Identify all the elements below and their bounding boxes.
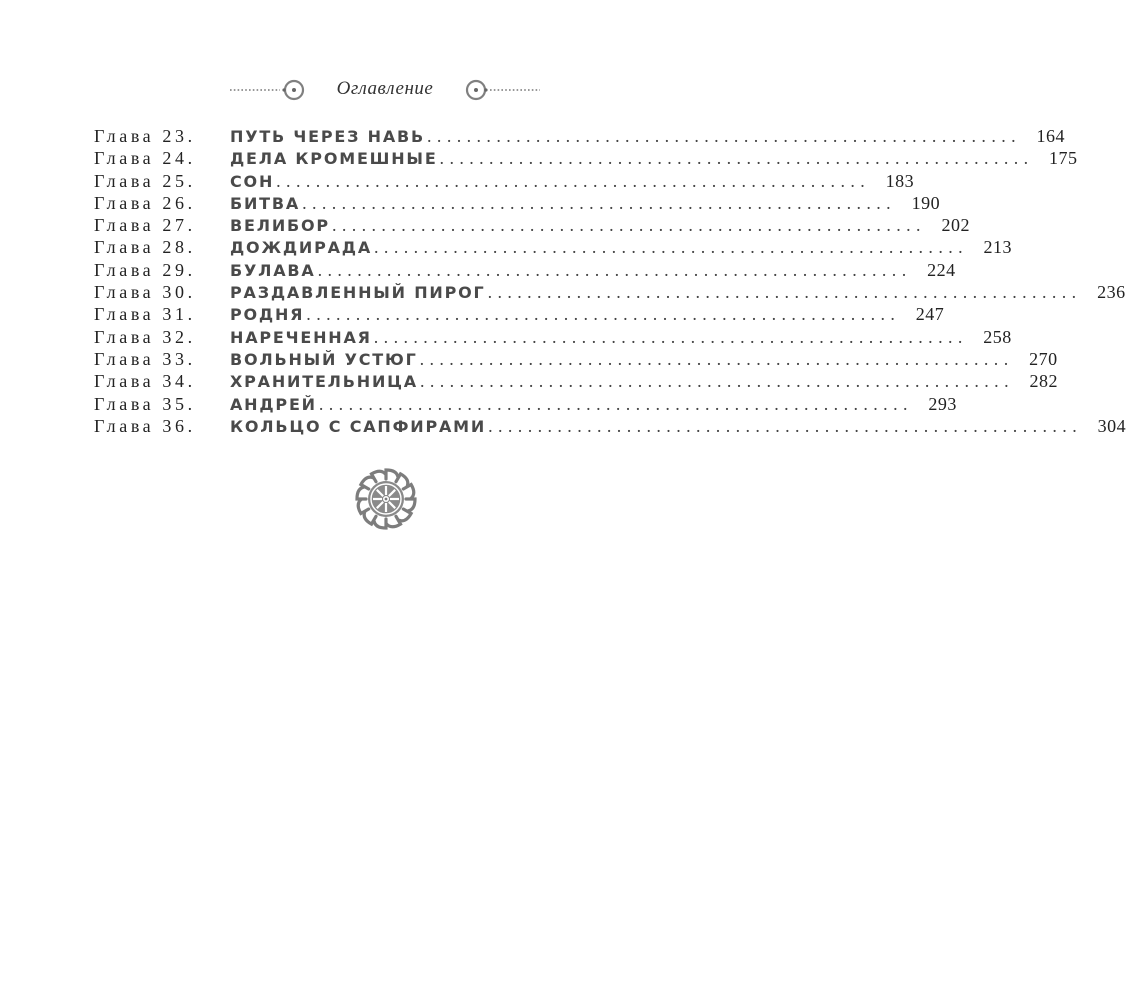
toc-entry[interactable]: [94, 303, 945, 325]
chapter-number: Глава 36.: [94, 415, 196, 436]
toc-entry[interactable]: [94, 326, 1012, 348]
dot-leader: ............................................................: [419, 371, 1014, 392]
page-number: 202: [941, 215, 970, 236]
chapter-title: РОДНЯ: [230, 305, 305, 325]
chapter-number: Глава 33.: [94, 348, 196, 369]
chapter-number: Глава 35.: [94, 393, 196, 414]
dot-leader: ............................................................: [439, 148, 1034, 169]
chapter-number: Глава 34.: [94, 371, 196, 392]
table-of-contents: [94, 125, 1126, 437]
dot-leader: ............................................................: [419, 348, 1014, 369]
page-number: 304: [1097, 415, 1126, 436]
page-number: 293: [928, 393, 957, 414]
sun-wheel-emblem-icon: [344, 463, 428, 535]
chapter-title: ВОЛЬНЫЙ УСТЮГ: [230, 349, 418, 369]
chapter-number: Глава 31.: [94, 304, 196, 325]
page-number: 183: [885, 170, 915, 191]
dot-leader: ............................................................: [318, 393, 913, 414]
toc-entry[interactable]: [94, 170, 915, 192]
toc-entry[interactable]: [94, 147, 1078, 169]
chapter-number: Глава 28.: [94, 237, 196, 258]
dot-leader: ............................................................: [488, 415, 1083, 436]
toc-entry[interactable]: [94, 393, 957, 415]
dot-leader: ............................................................: [427, 126, 1022, 146]
page-number: 282: [1029, 371, 1058, 392]
toc-header: [228, 72, 540, 108]
page-number: 224: [927, 259, 956, 280]
dot-leader: ............................................................: [373, 326, 968, 347]
chapter-number: Глава 32.: [94, 326, 196, 347]
chapter-title: КОЛЬЦО С САПФИРАМИ: [230, 416, 487, 436]
toc-entry[interactable]: [94, 236, 1013, 258]
chapter-title: ДЕЛА КРОМЕШНЫЕ: [230, 149, 438, 169]
page-number: 213: [983, 237, 1013, 258]
chapter-title: БИТВА: [230, 193, 301, 213]
page-number: 190: [911, 192, 941, 213]
chapter-number: Глава 29.: [94, 259, 196, 280]
toc-entry[interactable]: [94, 125, 1066, 147]
page-number: 258: [983, 326, 1012, 347]
chapter-title: ВЕЛИБОР: [230, 216, 330, 236]
chapter-title: СОН: [230, 171, 275, 191]
chapter-title: АНДРЕЙ: [230, 394, 317, 414]
page-number: 236: [1097, 282, 1126, 303]
chapter-number: Глава 24.: [94, 148, 196, 169]
chapter-number: Глава 23.: [94, 126, 196, 146]
chapter-title: ХРАНИТЕЛЬНИЦА: [230, 372, 418, 392]
toc-entry[interactable]: [94, 192, 941, 214]
dot-leader: ............................................................: [331, 215, 926, 236]
toc-entry[interactable]: [94, 370, 1058, 392]
toc-entry[interactable]: [94, 281, 1126, 303]
chapter-number: Глава 25.: [94, 170, 196, 191]
dot-leader: ............................................................: [306, 304, 901, 325]
chapter-title: НАРЕЧЕННАЯ: [230, 327, 372, 347]
chapter-number: Глава 27.: [94, 215, 196, 236]
toc-entry[interactable]: [94, 415, 1126, 437]
chapter-title: БУЛАВА: [230, 260, 316, 280]
scroll-ornament-left-icon: [228, 72, 308, 108]
toc-entry[interactable]: [94, 259, 956, 281]
page-number: 247: [915, 304, 945, 325]
chapter-title: ДОЖДИРАДА: [230, 238, 373, 258]
page-number: 175: [1049, 148, 1078, 169]
chapter-number: Глава 30.: [94, 282, 196, 303]
toc-title: Оглавление: [336, 78, 434, 99]
dot-leader: ............................................................: [302, 192, 897, 213]
dot-leader: ............................................................: [276, 170, 871, 191]
chapter-title: РАЗДАВЛЕННЫЙ ПИРОГ: [230, 283, 486, 303]
chapter-title: ПУТЬ ЧЕРЕЗ НАВЬ: [230, 127, 426, 146]
dot-leader: ............................................................: [317, 259, 912, 280]
page-number: 270: [1029, 348, 1058, 369]
chapter-number: Глава 26.: [94, 192, 196, 213]
page-number: 164: [1036, 126, 1066, 146]
toc-entry[interactable]: [94, 348, 1058, 370]
dot-leader: ............................................................: [487, 282, 1082, 303]
scroll-ornament-right-icon: [462, 72, 542, 108]
dot-leader: ............................................................: [374, 237, 969, 258]
toc-entry[interactable]: [94, 214, 970, 236]
